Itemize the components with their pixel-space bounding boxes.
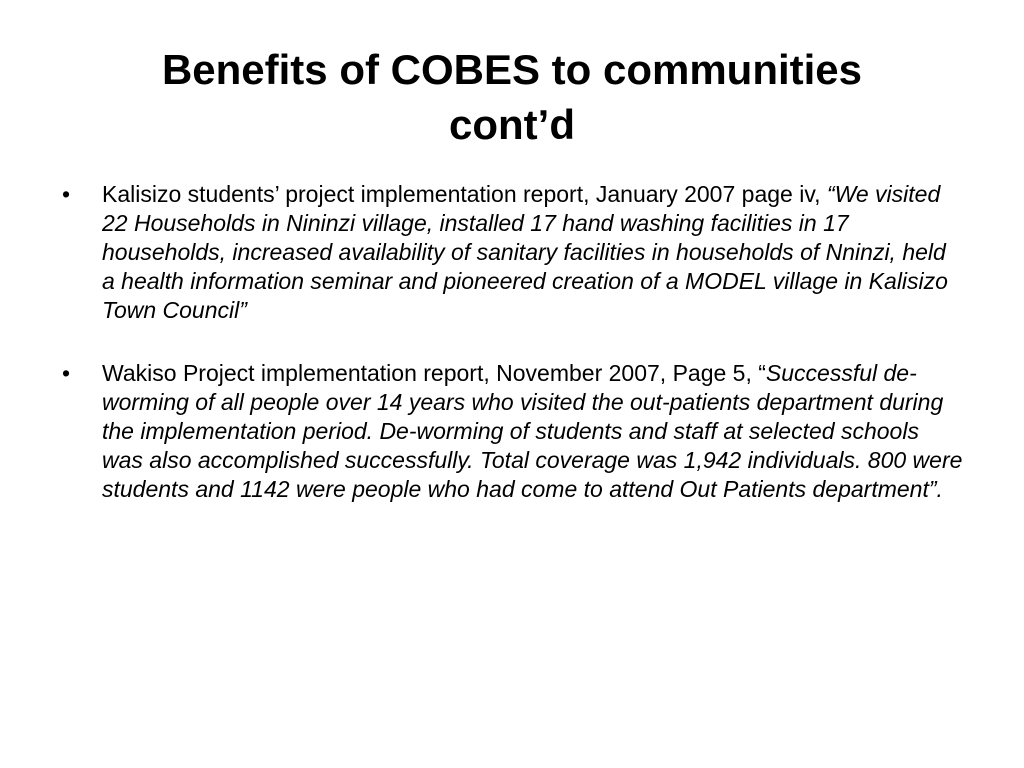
- bullet-quote-text: Successful de-worming of all people over 14 years who visited the out-patients department during the implementation period. De-worming of students and staff at selected schools was also accomplished successfully. Total coverage was 1,942 individuals. 800 were students and 1142 were people who had come to attend Out Patients department”.: [102, 360, 963, 502]
- bullet-list: [54, 180, 964, 538]
- slide-title: [60, 42, 964, 152]
- bullet-lead-text: Kalisizo students’ project implementation report, January 2007 page iv,: [102, 181, 827, 207]
- bullet-item-wakiso: [54, 359, 964, 504]
- bullet-item-kalisizo: [54, 180, 964, 325]
- bullet-quote-text: “We visited 22 Households in Nininzi village, installed 17 hand washing facilities in 17 households, increased availability of sanitary facilities in households of Nninzi, held a health information seminar and pioneered creation of a MODEL village in Kalisizo Town Council”: [102, 181, 948, 323]
- bullet-lead-text: Wakiso Project implementation report, November 2007, Page 5, “: [102, 360, 766, 386]
- bullet-icon: •: [62, 181, 71, 207]
- bullet-icon: •: [62, 360, 71, 386]
- slide-title-line-2: cont’d: [449, 101, 575, 148]
- slide-title-line-1: Benefits of COBES to communities: [161, 46, 863, 93]
